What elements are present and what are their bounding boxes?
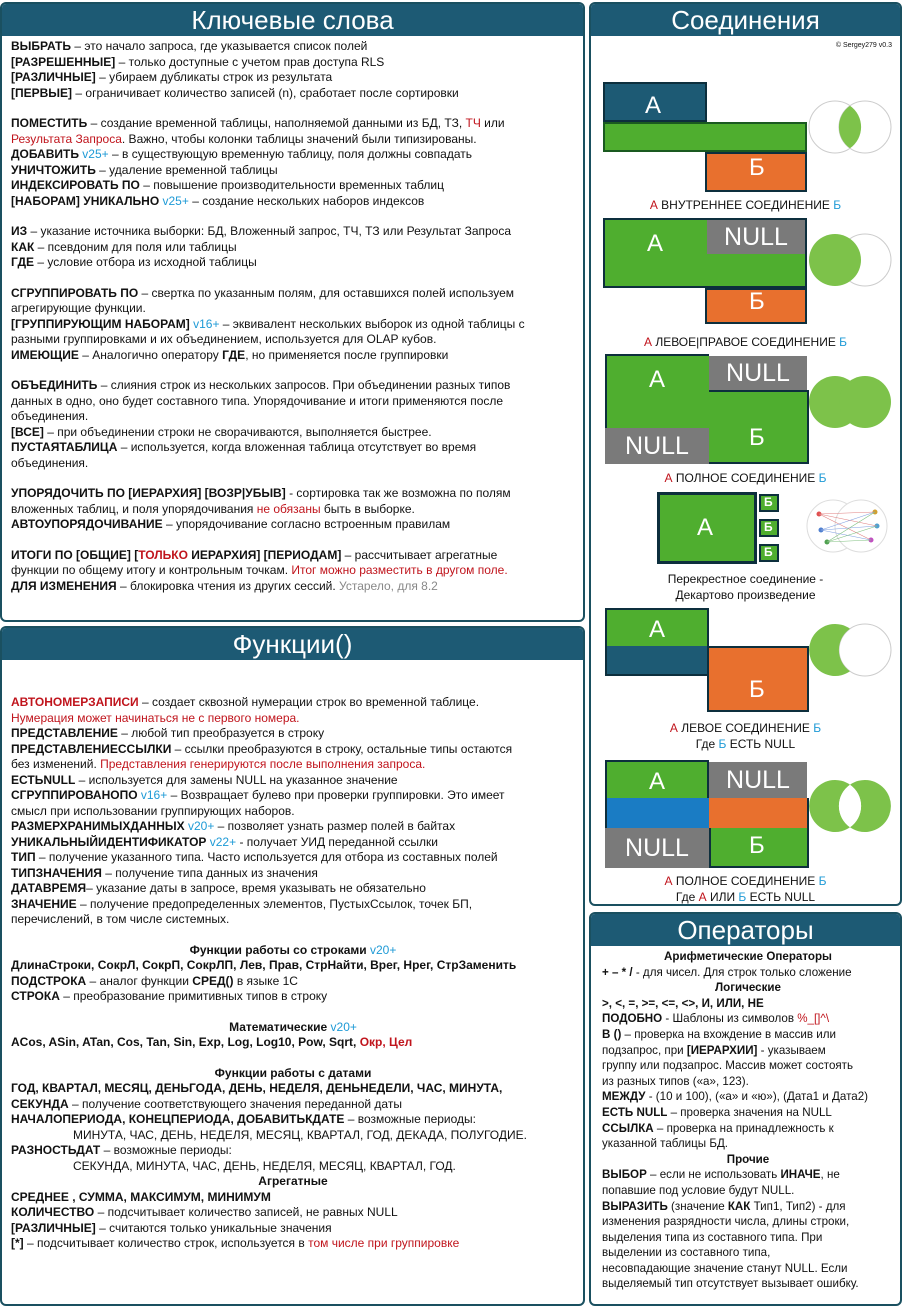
cross-join-label-b3: Б — [764, 545, 773, 559]
kw-line: ГДЕ – условие отбора из исходной таблицы — [11, 255, 257, 269]
kw-line: ВЫБРАТЬ – это начало запроса, где указывается список полей — [11, 39, 368, 53]
ops-heading: Прочие — [726, 1152, 770, 1166]
keywords-panel — [0, 2, 585, 622]
operators-title: Операторы — [591, 914, 900, 946]
ops-line: группу или подзапрос. Массив может состоять — [602, 1059, 854, 1073]
ops-line: МЕЖДУ - (10 и 100), («а» и «ю»), (Дата1 и Дата2) — [602, 1090, 869, 1104]
kw-line: ДЛЯ ИЗМЕНЕНИЯ – блокировка чтения из других сессий. Устарело, для 8.2 — [11, 578, 438, 593]
fn-line: ЕСТЬNULL – используется для замены NULL на указанное значение — [11, 772, 398, 787]
ops-line: >, <, =, >=, <=, <>, И, ИЛИ, НЕ — [602, 996, 764, 1010]
ops-line: несовпадающие значение станут NULL. Если — [602, 1261, 848, 1275]
inner-join-label-a: А — [645, 92, 662, 119]
full-join-null-left: NULL — [605, 428, 709, 464]
kw-line: ПОМЕСТИТЬ – создание временной таблицы, наполняемой данными из БД, ТЗ, ТЧ или — [11, 116, 505, 130]
kw-line: [РАЗЛИЧНЫЕ] – убираем дубликаты строк из результата — [11, 70, 333, 84]
fn-line: ПОДСТРОКА – аналог функции СРЕД() в языке 1С — [11, 973, 298, 988]
fn-line: без изменений. Представления генерируются после выполнения запроса. — [11, 757, 426, 771]
full-join-caption: А ПОЛНОЕ СОЕДИНЕНИЕ Б — [664, 471, 827, 485]
kw-line: КАК – псевдоним для поля или таблицы — [11, 239, 237, 254]
fn-line: РАЗНОСТЬДАТ – возможные периоды: — [11, 1143, 232, 1157]
keywords-title: Ключевые слова — [2, 4, 583, 36]
kw-line: ИМЕЮЩИЕ – Аналогично оператору ГДЕ, но применяется после группировки — [11, 347, 449, 362]
ops-line: попавшие под условие будут NULL. — [602, 1183, 795, 1197]
kw-line: [ПЕРВЫЕ] – ограничивает количество записей (n), сработает после сортировки — [11, 85, 459, 100]
left-join-venn — [807, 232, 893, 288]
kw-line: УПОРЯДОЧИТЬ ПО [ИЕРАРХИЯ] [ВОЗР|УБЫВ] - сортировка так же возможна по полям — [11, 486, 511, 500]
left-null-venn — [807, 622, 893, 678]
operators-panel — [589, 912, 902, 1306]
kw-line: [ВСЕ] – при объединении строки не сворачиваются, выполняется быстрее. — [11, 424, 432, 439]
copyright: © Sergey279 v0.3 — [835, 42, 892, 49]
fn-line: РАЗМЕРХРАНИМЫХДАННЫХ v20+ – позволяет узнать размер полей в байтах — [11, 819, 456, 833]
full-join-overlap — [605, 390, 709, 428]
fn-line: СГРУППИРОВАНОПО v16+ – Возвращает булево при проверки группировки. Это имеет — [11, 788, 505, 802]
full-join-venn — [807, 374, 893, 430]
fn-line: КОЛИЧЕСТВО – подсчитывает количество записей, не равных NULL — [11, 1205, 398, 1219]
cross-join-label-a: А — [697, 514, 714, 541]
kw-line: [НАБОРАМ] УНИКАЛЬНО v25+ – создание нескольких наборов индексов — [11, 193, 425, 208]
ops-line: ПОДОБНО - Шаблоны из символов %_[]^\ — [602, 1012, 830, 1026]
cross-join-label-b2: Б — [764, 520, 773, 534]
fn-line: СЕКУНДА, МИНУТА, ЧАС, ДЕНЬ, НЕДЕЛЯ, МЕСЯЦ, КВАРТАЛ, ГОД. — [73, 1158, 456, 1173]
fn-line: НАЧАЛОПЕРИОДА, КОНЕЦПЕРИОДА, ДОБАВИТЬКДАТЕ – возможные периоды: — [11, 1112, 477, 1126]
full-join-label-b: Б — [749, 424, 765, 451]
fn-line: СЕКУНДА – получение соответствующего значения переданной даты — [11, 1096, 402, 1111]
kw-line: Результата Запроса. Важно, чтобы колонки таблицы значений были типизированы. — [11, 131, 477, 146]
kw-line: ИНДЕКСИРОВАТЬ ПО – повышение производительности временных таблиц — [11, 178, 444, 192]
kw-line: [РАЗРЕШЕННЫЕ] – только доступные с учетом прав доступа RLS — [11, 54, 385, 69]
kw-line: данных в одно, оно будет составного типа. Упорядочивание и итоги применяются после — [11, 393, 504, 408]
fn-line: УНИКАЛЬНЫЙИДЕНТИФИКАТОР v22+ - получает УИД переданной ссылки — [11, 834, 438, 849]
cross-join-label-b1: Б — [764, 495, 773, 509]
kw-line: ПУСТАЯТАБЛИЦА – используется, когда вложенная таблица отсутствует во время — [11, 440, 477, 454]
full-join-label-a: А — [649, 366, 666, 393]
fn-section-heading: Функции работы со строками v20+ — [189, 942, 397, 957]
fn-line: Нумерация может начинаться не с первого номера. — [11, 710, 300, 725]
left-null-label-a: А — [649, 616, 666, 643]
fn-line: ACos, ASin, ATan, Cos, Tan, Sin, Exp, Log, Log10, Pow, Sqrt, Окр, Цел — [11, 1035, 413, 1049]
operators-body — [591, 946, 900, 1292]
functions-title: Функции() — [2, 628, 583, 660]
kw-line: [ГРУППИРУЮЩИМ НАБОРАМ] v16+ – эквивалент нескольких выборок из одной таблицы с — [11, 316, 525, 331]
fn-section-heading: Математические v20+ — [229, 1019, 357, 1034]
fn-line: МИНУТА, ЧАС, ДЕНЬ, НЕДЕЛЯ, МЕСЯЦ, КВАРТАЛ, ГОД, ДЕКАДА, ПОЛУГОДИЕ. — [73, 1127, 527, 1142]
kw-line: объединения. — [11, 409, 89, 423]
inner-join-label-b: Б — [749, 154, 765, 181]
ops-line: указанной таблицы БД. — [602, 1137, 729, 1151]
inner-join-overlap — [603, 122, 807, 152]
fn-line: ПРЕДСТАВЛЕНИЕССЫЛКИ – ссылки преобразуются в строку, остальные типы остаются — [11, 741, 513, 756]
functions-panel — [0, 626, 585, 1306]
ops-line: подзапрос, при [ИЕРАРХИИ] - указываем — [602, 1043, 826, 1057]
kw-line: ИТОГИ ПО [ОБЩИЕ] [ТОЛЬКО ИЕРАРХИЯ] [ПЕРИОДАМ] – рассчитывает агрегатные — [11, 547, 498, 562]
ops-line: из разных типов («а», 123). — [602, 1074, 749, 1088]
fn-section-heading: Функции работы с датами — [214, 1065, 372, 1080]
kw-line: функции по общему итогу и контрольным точкам. Итог можно разместить в другом поле. — [11, 563, 508, 577]
left-join-label-a: А — [647, 230, 664, 257]
full-null-caption-1: А ПОЛНОЕ СОЕДИНЕНИЕ Б — [664, 874, 827, 888]
full-null-label-b: Б — [749, 832, 765, 859]
full-null-overlap-b — [709, 798, 809, 828]
full-null-venn — [807, 778, 893, 834]
ops-line: ССЫЛКА – проверка на принадлежность к — [602, 1121, 834, 1135]
fn-line: ПРЕДСТАВЛЕНИЕ – любой тип преобразуется в строку — [11, 726, 325, 740]
full-join-null-right: NULL — [709, 356, 807, 390]
cross-join-caption-1: Перекрестное соединение - — [667, 572, 824, 586]
ops-line: выделения типа из составного типа. При — [602, 1230, 823, 1244]
left-join-null: NULL — [707, 220, 805, 254]
fn-line: смысл при использовании группирующих наборов. — [11, 803, 295, 818]
fn-line: ДлинаСтроки, СокрЛ, СокрП, СокрЛП, Лев, Прав, СтрНайти, Врег, Нрег, СтрЗаменить — [11, 958, 517, 972]
ops-line: ЕСТЬ NULL – проверка значения на NULL — [602, 1105, 832, 1119]
kw-line: ДОБАВИТЬ v25+ – в существующую временную таблицу, поля должны совпадать — [11, 147, 473, 161]
ops-line: ВЫБОР – если не использовать ИНАЧЕ, не — [602, 1168, 840, 1182]
left-null-overlap — [605, 646, 709, 676]
kw-line: агрегирующие функции. — [11, 301, 146, 315]
kw-line: ОБЪЕДИНИТЬ – слияния строк из нескольких запросов. При объединении разных типов — [11, 378, 511, 392]
functions-body — [2, 660, 583, 1252]
left-join-label-b: Б — [749, 288, 765, 315]
fn-line: [РАЗЛИЧНЫЕ] – считаются только уникальные значения — [11, 1220, 332, 1235]
fn-line: ЗНАЧЕНИЕ – получение предопределенных элементов, ПустыхСсылок, точек БП, — [11, 896, 473, 911]
kw-line: ИЗ – указание источника выборки: БД, Вложенный запрос, ТЧ, ТЗ или Результат Запроса — [11, 224, 512, 238]
kw-line: вложенных таблиц, и поля упорядочивания не обязаны быть в выборке. — [11, 501, 415, 516]
keywords-body — [2, 36, 583, 594]
fn-line: ТИПЗНАЧЕНИЯ – получение типа данных из значения — [11, 865, 318, 880]
kw-line: АВТОУПОРЯДОЧИВАНИЕ – упорядочивание согласно встроенным правилам — [11, 517, 451, 531]
fn-line: СРЕДНЕЕ , СУММА, МАКСИМУМ, МИНИМУМ — [11, 1189, 271, 1204]
left-join-caption: А ЛЕВОЕ|ПРАВОЕ СОЕДИНЕНИЕ Б — [643, 335, 848, 349]
fn-line: СТРОКА – преобразование примитивных типов в строку — [11, 989, 328, 1003]
full-null-null-left: NULL — [605, 828, 709, 868]
fn-section-heading: Агрегатные — [258, 1174, 328, 1188]
inner-join-caption: А ВНУТРЕННЕЕ СОЕДИНЕНИЕ Б — [649, 198, 842, 212]
ops-line: выделении из составного типа, — [602, 1246, 771, 1260]
full-null-caption-2: Где А ИЛИ Б ЕСТЬ NULL — [675, 890, 816, 904]
cross-join-venn — [805, 496, 889, 556]
left-null-label-b: Б — [749, 676, 765, 703]
ops-line: изменения разрядности числа, длины строки, — [602, 1215, 850, 1229]
ops-line: В () – проверка на вхождение в массив или — [602, 1027, 837, 1041]
fn-line: перечислений, в том числе системных. — [11, 912, 230, 926]
left-null-caption-2: Где Б ЕСТЬ NULL — [695, 737, 796, 751]
full-null-null-right: NULL — [709, 762, 807, 798]
fn-line: [*] – подсчитывает количество строк, используется в том числе при группировке — [11, 1236, 460, 1250]
inner-join-venn — [807, 99, 893, 155]
full-null-label-a: А — [649, 768, 666, 795]
fn-line: АВТОНОМЕРЗАПИСИ – создает сквозной нумерации строк во временной таблице. — [11, 695, 480, 709]
ops-line: + – * / - для чисел. Для строк только сложение — [602, 965, 852, 979]
kw-line: объединения. — [11, 455, 89, 470]
ops-line: ВЫРАЗИТЬ (значение КАК Тип1, Тип2) - для — [602, 1199, 846, 1213]
ops-heading: Арифметические Операторы — [664, 950, 832, 963]
kw-line: УНИЧТОЖИТЬ – удаление временной таблицы — [11, 162, 278, 177]
joins-title: Соединения — [591, 4, 900, 36]
joins-panel — [589, 2, 902, 906]
ops-line: выделяемый тип отсутствует вызывает ошибку. — [602, 1277, 859, 1291]
fn-line: ГОД, КВАРТАЛ, МЕСЯЦ, ДЕНЬГОДА, ДЕНЬ, НЕДЕЛЯ, ДЕНЬНЕДЕЛИ, ЧАС, МИНУТА, — [11, 1081, 503, 1095]
cross-join-caption-2: Декартово произведение — [675, 588, 816, 602]
kw-line: разными группировками и их объединением, используется для OLAP кубов. — [11, 332, 437, 346]
fn-line: ТИП – получение указанного типа. Часто используется для отбора из составных полей — [11, 850, 498, 864]
fn-line: ДАТАВРЕМЯ– указание даты в запросе, время указывать не обязательно — [11, 881, 426, 895]
left-null-caption-1: А ЛЕВОЕ СОЕДИНЕНИЕ Б — [669, 721, 822, 735]
full-null-overlap-a — [605, 798, 709, 828]
kw-line: СГРУППИРОВАТЬ ПО – свертка по указанным полям, для оставшихся полей используем — [11, 285, 515, 300]
ops-heading: Логические — [714, 981, 782, 995]
